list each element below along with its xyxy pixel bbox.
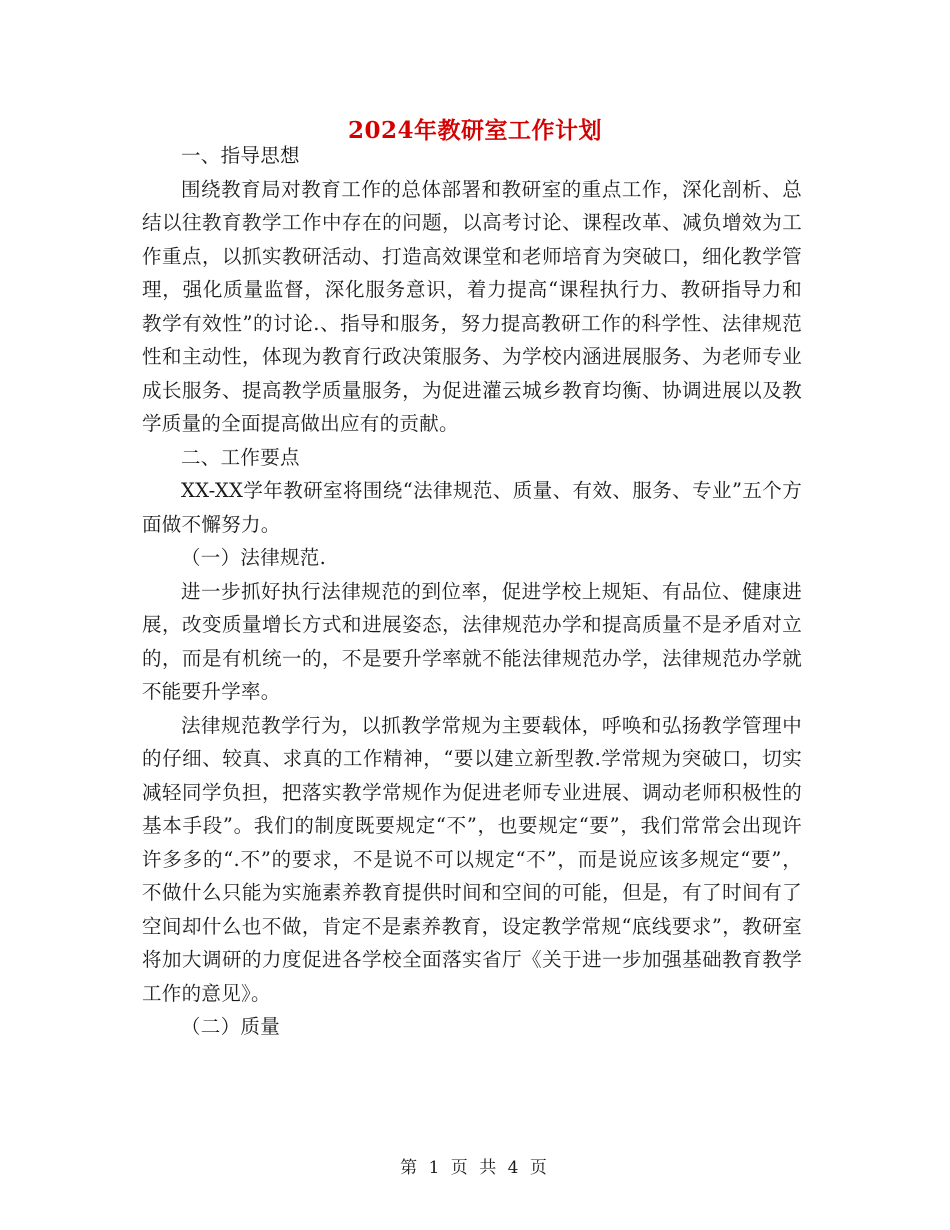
- paragraph-standards-2: 法律规范教学行为，以抓教学常规为主要载体，呼唤和弘扬教学管理中的仔细、较真、求真的工作精神，“要以建立新型教.学常规为突破口，切实减轻同学负担，把落实教学常规作为促进老师专业进展、调动老师积极性的基本手段”。我们的制度既要规定“不”，也要规定“要”，我们常常会出现许许多多的“.不”的要求，不是说不可以规定“不”，而是说应该多规定“要”，不做什么只能为实施素养教育提供时间和空间的可能，但是，有了时间有了空间却什么也不做，肯定不是素养教育，设定教学常规“底线要求”，教研室将加大调研的力度促进各学校全面落实省厅《关于进一步加强基础教育教学工作的意见》。: [142, 713, 802, 1005]
- subsection-heading-standards: （一）法律规范.: [181, 546, 327, 569]
- subsection-heading-quality: （二）质量: [181, 1015, 281, 1038]
- page-footer: 第 1 页 共 4 页: [400, 1158, 550, 1178]
- paragraph-standards-1: 进一步抓好执行法律规范的到位率，促进学校上规矩、有品位、健康进展，改变质量增长方式和进展姿态，法律规范办学和提高质量不是矛盾对立的，而是有机统一的，不是要升学率就不能法律规范办学，法律规范办学就不能要升学率。: [142, 579, 802, 703]
- paragraph-work-points-intro: XX-XX学年教研室将围绕“法律规范、质量、有效、服务、专业”五个方面做不懈努力。: [142, 479, 802, 536]
- paragraph-guiding-ideology: 围绕教育局对教育工作的总体部署和教研室的重点工作，深化剖析、总结以往教育教学工作中存在的问题，以高考讨论、课程改革、减负增效为工作重点，以抓实教研活动、打造高效课堂和老师培育为突破口，细化教学管理，强化质量监督，深化服务意识，着力提高“课程执行力、教研指导力和教学有效性”的讨论.、指导和服务，努力提高教研工作的科学性、法律规范性和主动性，体现为教育行政决策服务、为学校内涵进展服务、为老师专业成长服务、提高教学质量服务，为促进灌云城乡教育均衡、协调进展以及教学质量的全面提高做出应有的贡献。: [142, 177, 802, 435]
- document-body: [142, 139, 802, 1044]
- document-title: 2024年教研室工作计划: [347, 117, 602, 144]
- section-heading-guiding-ideology: 一、指导思想: [181, 144, 300, 167]
- section-heading-work-points: 二、工作要点: [181, 445, 300, 469]
